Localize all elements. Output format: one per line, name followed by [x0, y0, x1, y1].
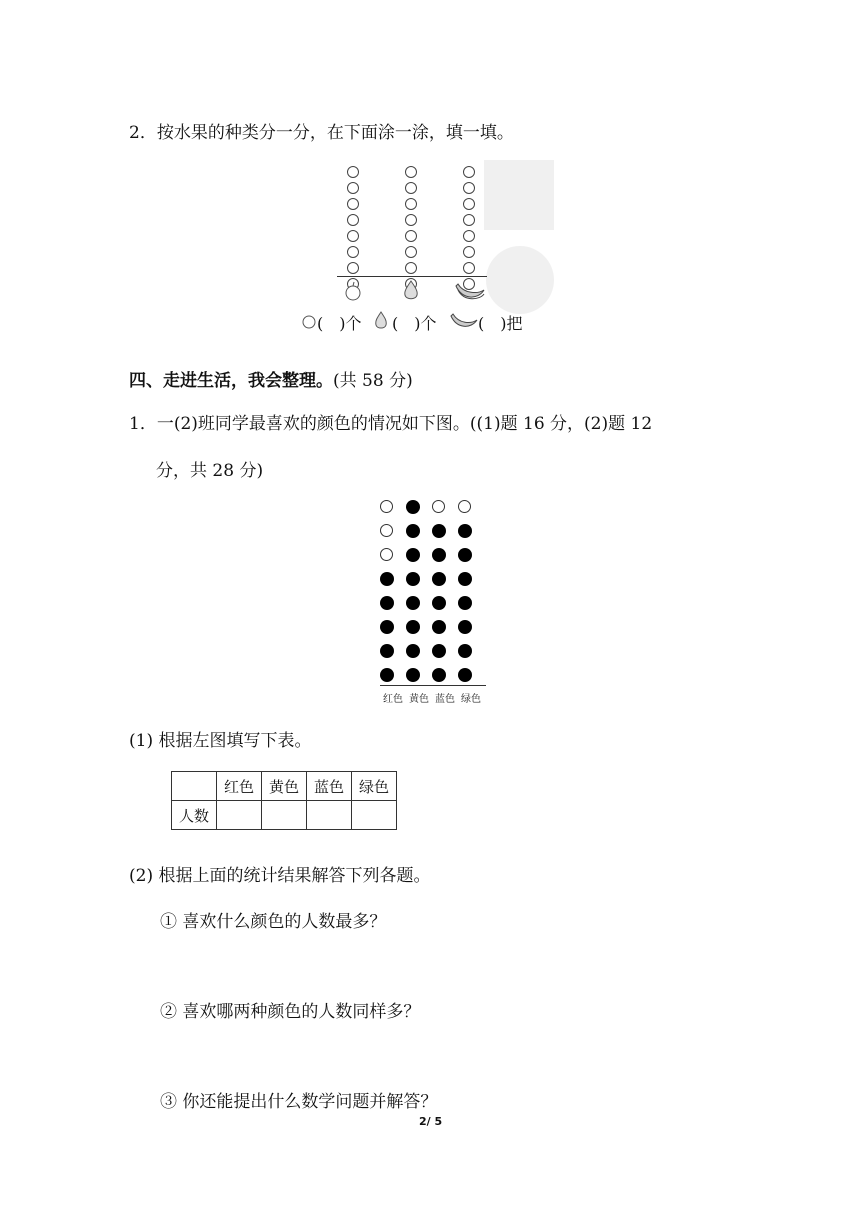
filled-dot — [458, 548, 472, 562]
circle-slot[interactable] — [347, 230, 359, 242]
empty-dot — [380, 524, 393, 537]
banana-icon — [454, 280, 486, 302]
fruit-graph-baseline — [337, 276, 487, 277]
table-header-cell: 蓝色 — [307, 772, 352, 801]
pear-count-blank[interactable]: ( )个 — [392, 314, 437, 333]
filled-dot — [432, 572, 446, 586]
answer-cell-yellow[interactable] — [262, 801, 307, 830]
table-row-label: 人数 — [172, 801, 217, 830]
filled-dot — [380, 668, 394, 682]
circle-slot[interactable] — [463, 246, 475, 258]
circle-slot[interactable] — [405, 198, 417, 210]
color-preference-dot-chart — [380, 496, 490, 696]
pear-circle-column[interactable] — [405, 166, 417, 294]
table-header-cell: 黄色 — [262, 772, 307, 801]
circle-slot[interactable] — [347, 262, 359, 274]
filled-dot — [458, 644, 472, 658]
circle-slot[interactable] — [463, 230, 475, 242]
banana-circle-column[interactable] — [463, 166, 475, 294]
table-row — [172, 801, 397, 830]
sub-question-1-label: (1) 根据左图填写下表。 — [129, 731, 312, 751]
page-number: 2/ 5 — [419, 1115, 443, 1128]
circle-slot[interactable] — [347, 246, 359, 258]
filled-dot — [406, 668, 420, 682]
empty-dot — [432, 500, 445, 513]
question-1-prompt-line2: 分，共 28 分) — [156, 461, 264, 481]
section-4-heading — [129, 366, 413, 391]
answer-cell-green[interactable] — [352, 801, 397, 830]
filled-dot — [458, 620, 472, 634]
filled-dot — [432, 524, 446, 538]
apple-icon — [300, 312, 318, 330]
section-4-title: 四、走进生活，我会整理。 — [129, 371, 333, 391]
filled-dot — [432, 548, 446, 562]
watermark-graphic — [480, 150, 560, 330]
sub-question-2c: ③ 你还能提出什么数学问题并解答？ — [160, 1092, 438, 1112]
table-header-cell: 红色 — [217, 772, 262, 801]
chart-caption-red: 红色 — [383, 694, 403, 705]
section-4-score: (共 58 分) — [333, 371, 413, 391]
banana-icon — [449, 311, 479, 331]
circle-slot[interactable] — [405, 166, 417, 178]
circle-slot[interactable] — [405, 246, 417, 258]
chart-caption-yellow: 黄色 — [409, 694, 429, 705]
circle-slot[interactable] — [405, 182, 417, 194]
circle-slot[interactable] — [347, 166, 359, 178]
chart-caption-green: 绿色 — [461, 694, 481, 705]
filled-dot — [406, 620, 420, 634]
dot-chart-baseline — [380, 685, 486, 686]
circle-slot[interactable] — [463, 214, 475, 226]
pear-icon — [373, 310, 389, 330]
circle-slot[interactable] — [463, 198, 475, 210]
empty-dot — [380, 500, 393, 513]
apple-count-blank[interactable]: ( )个 — [317, 314, 362, 333]
circle-slot[interactable] — [463, 262, 475, 274]
sub-question-2-label: (2) 根据上面的统计结果解答下列各题。 — [129, 866, 431, 886]
empty-dot — [380, 548, 393, 561]
filled-dot — [380, 572, 394, 586]
table-header-cell — [172, 772, 217, 801]
filled-dot — [406, 572, 420, 586]
filled-dot — [380, 644, 394, 658]
filled-dot — [432, 620, 446, 634]
question-2-prompt: 2．按水果的种类分一分，在下面涂一涂，填一填。 — [129, 123, 514, 143]
filled-dot — [406, 644, 420, 658]
filled-dot — [406, 548, 420, 562]
filled-dot — [458, 572, 472, 586]
empty-dot — [458, 500, 471, 513]
apple-circle-column[interactable] — [347, 166, 359, 294]
filled-dot — [406, 524, 420, 538]
filled-dot — [406, 596, 420, 610]
filled-dot — [406, 500, 420, 514]
circle-slot[interactable] — [347, 182, 359, 194]
answer-cell-blue[interactable] — [307, 801, 352, 830]
filled-dot — [458, 524, 472, 538]
count-table — [171, 771, 397, 830]
circle-slot[interactable] — [405, 262, 417, 274]
apple-icon — [343, 281, 363, 301]
circle-slot[interactable] — [405, 230, 417, 242]
table-header-row — [172, 772, 397, 801]
circle-slot[interactable] — [463, 166, 475, 178]
sub-question-2b: ② 喜欢哪两种颜色的人数同样多？ — [160, 1002, 421, 1022]
circle-slot[interactable] — [347, 198, 359, 210]
banana-count-blank[interactable]: ( )把 — [478, 314, 523, 333]
filled-dot — [380, 596, 394, 610]
filled-dot — [458, 668, 472, 682]
circle-slot[interactable] — [405, 214, 417, 226]
answer-cell-red[interactable] — [217, 801, 262, 830]
filled-dot — [432, 644, 446, 658]
filled-dot — [458, 596, 472, 610]
filled-dot — [432, 668, 446, 682]
table-header-cell: 绿色 — [352, 772, 397, 801]
question-1-prompt-line1: 1．一(2)班同学最喜欢的颜色的情况如下图。((1)题 16 分，(2)题 12 — [129, 414, 653, 434]
pear-icon — [402, 279, 420, 301]
chart-caption-blue: 蓝色 — [435, 694, 455, 705]
sub-question-2a: ① 喜欢什么颜色的人数最多？ — [160, 912, 387, 932]
watermark-logo — [480, 150, 560, 330]
filled-dot — [380, 620, 394, 634]
circle-slot[interactable] — [347, 214, 359, 226]
circle-slot[interactable] — [463, 182, 475, 194]
filled-dot — [432, 596, 446, 610]
